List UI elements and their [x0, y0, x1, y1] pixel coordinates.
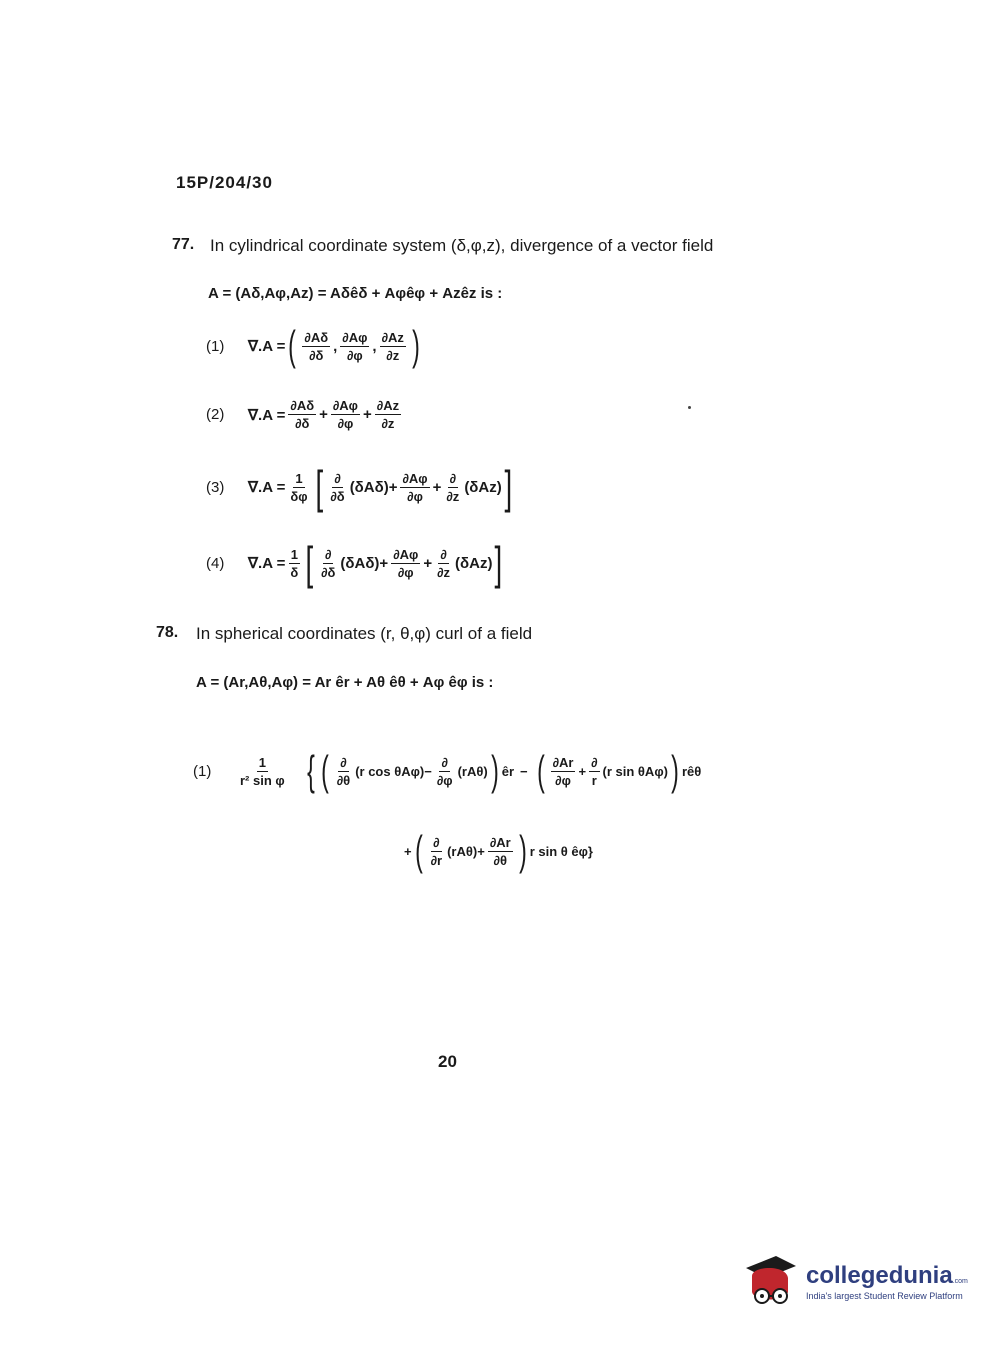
brace-open: { — [306, 747, 315, 794]
speck — [688, 406, 691, 409]
paren-close: ) — [490, 747, 499, 794]
num: ∂ — [441, 754, 448, 770]
logo-name-row — [806, 1262, 968, 1290]
num: ∂Aφ — [342, 329, 368, 345]
option-math — [248, 537, 505, 589]
den: ∂δ — [321, 564, 336, 580]
num: ∂Aδ — [290, 398, 315, 413]
lhs: ∇.A = — [248, 338, 286, 355]
bracket-close: ] — [494, 537, 503, 589]
den: δ — [290, 564, 299, 580]
minus: − — [424, 763, 432, 779]
logo-name: collegedunia — [806, 1261, 953, 1289]
num: ∂ — [591, 754, 598, 770]
paren-open: ( — [414, 827, 423, 874]
paren-open: ( — [536, 747, 545, 794]
term: r sin θ êφ} — [529, 843, 593, 859]
term: (r sin θAφ) — [602, 763, 668, 779]
num: ∂ — [334, 470, 341, 486]
num: ∂Aδ — [304, 329, 329, 345]
lhs: ∇.A = — [248, 555, 286, 572]
paren-close: ) — [518, 827, 527, 874]
plus: + — [423, 554, 433, 572]
option-label: (4) — [206, 554, 225, 572]
num: ∂ — [340, 754, 347, 770]
option-math-line-1 — [235, 747, 702, 794]
num: ∂Aφ — [393, 546, 419, 562]
den: ∂δ — [295, 416, 310, 431]
num: 1 — [258, 754, 266, 770]
term: (rAθ) — [447, 843, 478, 859]
page-number: 20 — [438, 1052, 457, 1071]
num: ∂Aφ — [402, 470, 428, 486]
fraction — [380, 330, 406, 363]
term: (δAz) — [464, 478, 502, 496]
plus: + — [477, 843, 485, 859]
question-78-text: In spherical coordinates (r, θ,φ) curl of a field — [196, 624, 533, 643]
fraction — [288, 471, 309, 504]
logo-suffix: .com — [952, 1277, 968, 1285]
lhs: ∇.A = — [248, 479, 286, 496]
den: δφ — [290, 488, 308, 504]
option-math — [248, 398, 404, 431]
num: ∂Az — [376, 398, 400, 413]
logo-text — [806, 1262, 968, 1301]
plus: + — [363, 406, 372, 423]
num: ∂ — [325, 546, 332, 562]
num: ∂Az — [381, 329, 404, 345]
paren-close: ) — [671, 747, 679, 794]
fraction — [288, 547, 300, 580]
den: ∂φ — [407, 488, 423, 504]
question-77-number: 77. — [172, 236, 195, 253]
question-77-field: A = (Aδ,Aφ,Az) = Aδêδ + Aφêφ + Azêz is : — [208, 285, 503, 302]
num: ∂ — [449, 470, 457, 486]
den: ∂φ — [346, 347, 363, 363]
num: ∂ — [433, 834, 440, 850]
comma: , — [372, 337, 377, 355]
den: ∂φ — [337, 416, 354, 431]
den: ∂z — [386, 347, 400, 363]
den: ∂r — [430, 852, 443, 868]
q78-option-1-line-2 — [404, 827, 593, 874]
den: ∂φ — [555, 772, 571, 788]
den: ∂z — [381, 416, 395, 431]
num: 1 — [290, 546, 298, 562]
plus: + — [578, 763, 587, 779]
term: (δAz) — [455, 554, 493, 572]
den: r² sin φ — [240, 772, 285, 788]
plus: + — [432, 478, 442, 496]
option-math — [248, 322, 423, 369]
den: r — [591, 772, 597, 788]
num: ∂Ar — [489, 834, 511, 850]
question-78-number: 78. — [156, 624, 179, 641]
fraction — [328, 471, 346, 504]
den: ∂θ — [493, 852, 507, 868]
fraction — [488, 835, 513, 868]
fraction — [302, 330, 330, 363]
q77-option-4[interactable] — [206, 537, 505, 589]
den: ∂z — [437, 564, 451, 580]
fraction — [340, 330, 369, 363]
fraction — [435, 547, 452, 580]
plus: + — [388, 478, 398, 496]
paper-code: 15P/204/30 — [176, 173, 273, 192]
den: ∂z — [446, 488, 460, 504]
fraction — [444, 471, 461, 504]
mascot-icon — [742, 1252, 800, 1310]
term: (δAδ) — [349, 478, 389, 496]
plus: + — [379, 554, 389, 572]
fraction — [551, 755, 576, 788]
paren-open: ( — [320, 747, 329, 794]
q77-option-2[interactable] — [206, 398, 404, 431]
bracket-open: [ — [315, 461, 323, 513]
question-77-text: In cylindrical coordinate system (δ,φ,z), divergence of a vector field — [210, 236, 714, 255]
q78-option-1[interactable] — [193, 747, 702, 794]
fraction — [589, 755, 599, 788]
plus: + — [319, 406, 328, 423]
den: ∂θ — [336, 772, 351, 788]
fraction — [429, 835, 444, 868]
fraction — [400, 471, 429, 504]
term: (δAδ) — [340, 554, 380, 572]
num: ∂Ar — [552, 754, 574, 770]
term: (r cos θAφ) — [355, 763, 425, 779]
option-label: (1) — [206, 337, 225, 355]
fraction — [288, 398, 316, 431]
fraction — [375, 398, 401, 431]
den: ∂φ — [436, 772, 453, 788]
lhs: ∇.A = — [248, 406, 286, 424]
fraction — [331, 398, 360, 431]
den: ∂φ — [397, 564, 414, 580]
fraction — [238, 755, 287, 788]
den: ∂δ — [309, 347, 324, 363]
num: 1 — [295, 470, 303, 486]
unit-vector: êr — [501, 763, 515, 779]
unit-vector: rêθ — [681, 763, 702, 779]
term: (rAθ) — [457, 763, 488, 779]
question-78-field: A = (Ar,Aθ,Aφ) = Ar êr + Aθ êθ + Aφ êφ is : — [196, 674, 494, 691]
option-label: (1) — [193, 762, 212, 780]
collegedunia-logo[interactable] — [742, 1252, 968, 1310]
option-math — [248, 461, 515, 513]
minus: − — [520, 763, 528, 779]
paren-open: ( — [288, 322, 297, 369]
bracket-close: ] — [504, 461, 512, 513]
num: ∂ — [440, 546, 447, 562]
comma: , — [333, 337, 338, 355]
paren-close: ) — [412, 322, 420, 369]
option-label: (2) — [206, 406, 225, 423]
fraction — [391, 547, 420, 580]
plus: + — [404, 843, 412, 859]
num: ∂Aφ — [332, 398, 358, 413]
den: ∂δ — [330, 488, 345, 504]
fraction — [435, 755, 455, 788]
bracket-open: [ — [305, 537, 314, 589]
q77-option-1[interactable] — [206, 322, 423, 369]
option-math-line-2 — [404, 827, 593, 874]
fraction — [319, 547, 337, 580]
fraction — [335, 755, 352, 788]
option-label: (3) — [206, 478, 225, 496]
logo-tagline: India's largest Student Review Platform — [806, 1290, 963, 1301]
q77-option-3[interactable] — [206, 461, 515, 513]
